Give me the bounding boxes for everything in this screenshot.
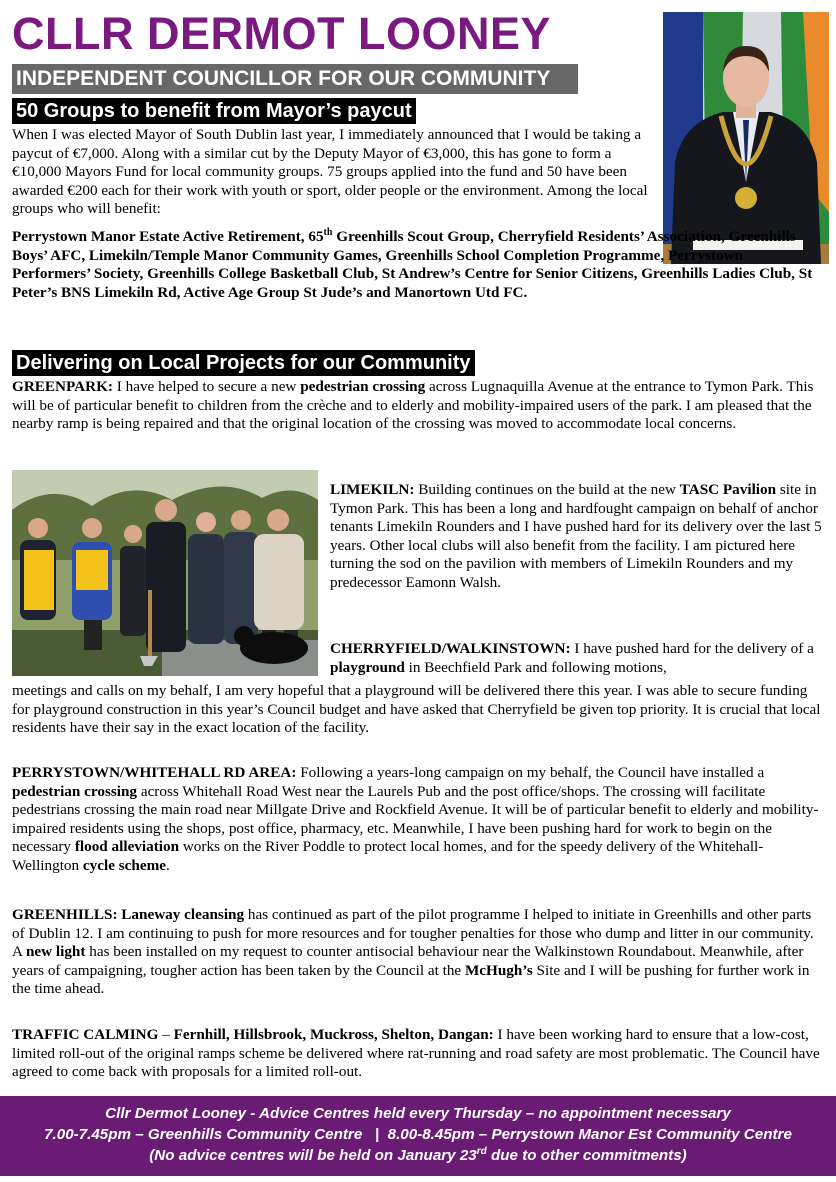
perrystown-text-1: Following a years-long campaign on my behalf, the Council have installed a (296, 764, 765, 781)
perrystown-text-3: works on the River Poddle to protect local homes, and for the speedy delivery of the Whitehall-Wellington (12, 838, 764, 874)
perrystown-bold-3: cycle scheme (82, 856, 166, 874)
traffic-dash: – (158, 1026, 174, 1043)
greenhills-text-2: has been installed on my request to counter antisocial behaviour near the Walkinstown Roundabout. Meanwhile, after years of campaigning, tougher action has been taken by the Council at the (12, 943, 804, 979)
perrystown-lead: PERRYSTOWN/WHITEHALL RD AREA: (12, 764, 297, 781)
limekiln-paragraph (330, 481, 826, 593)
perrystown-text-2: across Whitehall Road West near the Laurels Pub and the post office/shops. The crossing will facilitate pedestrians crossing the main road near Millgate Drive and Rockfield Avenue. It will be of particular benefit to elderly and mobility-impaired residents using the shops, post office, pharmacy, etc. Meanwhile, I have been pushing hard for work to begin on the necessary (12, 782, 819, 856)
footer-line-1: Cllr Dermot Looney - Advice Centres held every Thursday – no appointment necessary (105, 1105, 731, 1122)
cherryfield-text-2: in Beechfield Park and following motions, (404, 658, 667, 676)
cherryfield-text-1: I have pushed hard for the delivery of a (570, 640, 814, 657)
perrystown-bold-2: flood alleviation (74, 838, 180, 856)
cherryfield-lead: CHERRYFIELD/WALKINSTOWN: (330, 640, 571, 657)
footer-line-3b: due to other commitments) (486, 1147, 687, 1164)
greenhills-text-1: has continued as part of the pilot programme I helped to initiate in Greenhills and other parts of Dublin 12. I am continuing to push for more resources and for tougher penalties for those who dump and litter in our community. A (12, 906, 814, 961)
greenpark-bold-1: pedestrian crossing (300, 378, 426, 395)
limekiln-bold-1: TASC Pavilion (679, 481, 777, 498)
cherryfield-continued: meetings and calls on my behalf, I am very hopeful that a playground will be delivered there this year. I was able to secure funding for playground construction in this year’s Council budget and have asked that Cherryfield be given top priority. It is crucial that local residents have their say in the exact location of the facility. (12, 682, 821, 737)
greenhills-lead: GREENHILLS: (12, 906, 118, 923)
page-subtitle: INDEPENDENT COUNCILLOR FOR OUR COMMUNITY (12, 64, 578, 94)
greenhills-bold-3: McHugh’s (464, 961, 533, 979)
projects-heading: Delivering on Local Projects for our Community (12, 350, 475, 376)
footer-line-3-sup: rd (476, 1145, 487, 1157)
greenpark-paragraph (12, 378, 824, 434)
greenpark-text-2: across Lugnaquilla Avenue at the entrance to Tymon Park. This will be of particular benefit to children from the crèche and to elderly and mobility-impaired users of the park. I am pleased that the nearby ramp is being repaired and that the original location of the crossing was moved to accommodate local concerns. (12, 378, 814, 433)
greenhills-text-3: Site and I will be pushing for further work in the time ahead. (12, 961, 810, 998)
mayor-photo (663, 12, 829, 264)
perrystown-paragraph (12, 764, 824, 876)
footer-line-2: 7.00-7.45pm – Greenhills Community Centre | 8.00-8.45pm – Perrystown Manor Est Community Centre (44, 1126, 792, 1143)
limekiln-group-photo (12, 470, 318, 676)
traffic-lead: TRAFFIC CALMING (12, 1026, 159, 1043)
traffic-bold-1: Fernhill, Hillsbrook, Muckross, Shelton, Dangan: (173, 1026, 494, 1043)
traffic-text-1: I have been working hard to ensure that a low-cost, limited roll-out of the original ramps scheme be delivered where rat-running and road safety are most problematic. The Council have agreed to come back with proposals for a limited roll-out. (12, 1026, 820, 1081)
greenhills-bold-1: Laneway cleansing (121, 906, 245, 923)
footer-line-3 (0, 1145, 836, 1166)
cherryfield-bold-1: playground (330, 658, 405, 676)
greenhills-paragraph (12, 906, 824, 999)
paycut-groups-a: Perrystown Manor Estate Active Retirement, 65 (12, 228, 324, 245)
paycut-groups-b: Greenhills Scout Group, Cherryfield Residents’ Association, Greenhills Boys’ AFC, Limekiln/Temple Manor Community Games, Greenhills School Completion Programme, Perrystown Performers’ Society, Greenhills College Basketball Club, St Andrew’s Centre for Senior Citizens, Greenhills Ladies Club, St Peter’s BNS Limekiln Rd, Active Age Group St Jude’s and Manortown Utd FC. (12, 228, 813, 301)
greenhills-bold-2: new light (25, 943, 86, 961)
paycut-heading: 50 Groups to benefit from Mayor’s paycut (12, 98, 416, 124)
greenpark-text-1: I have helped to secure a new (112, 378, 301, 395)
cherryfield-paragraph (330, 640, 826, 677)
limekiln-lead: LIMEKILN: (330, 481, 415, 498)
paycut-groups-sup: th (323, 226, 333, 238)
advice-centres-footer (0, 1096, 836, 1176)
perrystown-bold-1: pedestrian crossing (12, 782, 138, 800)
footer-line-3a: (No advice centres will be held on January 23 (149, 1147, 477, 1164)
paycut-groups (12, 228, 824, 302)
traffic-paragraph (12, 1026, 824, 1082)
limekiln-text-2: site in Tymon Park. This has been a long and hardfought campaign on behalf of anchor tenants Limekiln Rounders and I have pushed hard for its delivery over the last 5 years. Other local clubs will also benefit from the facility. I am pictured here turning the sod on the pavilion with members of Limekiln Rounders and my predecessor Eamonn Walsh. (330, 481, 822, 591)
greenpark-lead: GREENPARK: (12, 378, 113, 395)
perrystown-text-4: . (166, 856, 170, 874)
limekiln-text-1: Building continues on the build at the new (414, 481, 680, 498)
page-title: CLLR DERMOT LOONEY (12, 8, 551, 59)
paycut-intro: When I was elected Mayor of South Dublin last year, I immediately announced that I would be taking a paycut of €7,000. Along with a similar cut by the Deputy Mayor of €3,000, this has gone to form a €10,000 Mayors Fund for local community groups. 75 groups applied into the fund and 50 have been awarded €200 each for their work with youth or sport, older people or the environment. Among the local groups who will benefit: (12, 126, 648, 218)
